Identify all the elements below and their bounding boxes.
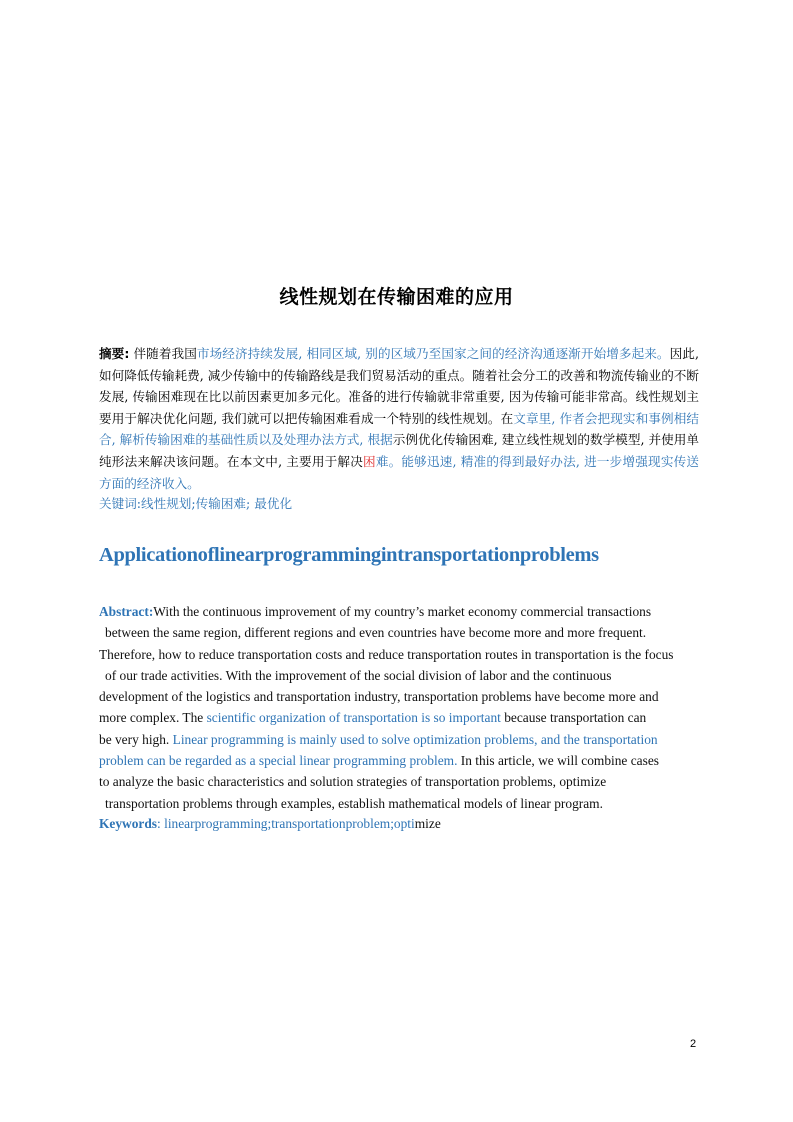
- english-abstract-line: [99, 729, 703, 750]
- english-keywords: [99, 814, 441, 834]
- chinese-abstract: [99, 343, 699, 494]
- abstract-highlight-segment: 市场经济持续发展, 相同区域, 别的区域乃至国家之间的经济沟通逐渐开始增多起来。: [196, 346, 670, 361]
- english-abstract-label: Abstract:: [99, 604, 154, 619]
- highlight-text: scientific organization of transportation is so important: [206, 710, 501, 726]
- line-text: more complex. The: [99, 710, 207, 726]
- chinese-abstract-label: 摘要:: [99, 346, 130, 361]
- abstract-highlight-segment: 难。能够迅速, 精准的得到最好办法, 进一步增强现实传送方面的经济收入。: [99, 453, 699, 491]
- line-text: be very high.: [99, 731, 173, 747]
- english-abstract-line: [99, 601, 703, 622]
- english-abstract-line: of our trade activities. With the improvement of the social division of labor and the continuous: [105, 667, 612, 683]
- english-abstract-line: [99, 707, 703, 728]
- keywords-text: : linearprogramming;transportationproblem;opti: [157, 816, 415, 831]
- abstract-text-segment: 因此, 如何降低传输耗费, 减少传输中的传输路线是我们贸易活动的重点。随着社会分工的改善和物流传输业的不断发展, 传输困难现在比以前因素更加多元化。准备的进行传输就非常重要, 因为传输可能非常高。线性规划主要用于解决优化问题, 我们就可以把传输困难看成一个特别的线性规划。在: [99, 346, 699, 426]
- line-text: In this article, we will combine cases: [457, 753, 659, 769]
- abstract-text-segment: 示例优化传输困难, 建立线性规划的数学模型, 并使用单纯形法来解决该问题。在本文中, 主要用于解决: [99, 432, 699, 469]
- english-abstract-line: between the same region, different regions and even countries have become more and more frequent.: [105, 625, 647, 641]
- line-text: because transportation can: [500, 710, 647, 726]
- highlight-text: problem can be regarded as a special linear programming problem.: [99, 753, 458, 769]
- chinese-keywords: 关键词:线性规划;传输困难; 最优化: [99, 496, 293, 511]
- abstract-text-segment: 伴随着我国: [129, 346, 197, 361]
- line-text: With the continuous improvement of my country’s market economy commercial transactions: [153, 604, 652, 619]
- abstract-highlight-segment: 文章里, 作者会把现实和事例相结合, 解析传输困难的基础性质以及处理办法方式, 根据: [99, 410, 699, 448]
- chinese-title: 线性规划在传输困难的应用: [279, 286, 514, 308]
- english-abstract: [99, 601, 703, 814]
- english-abstract-line: Therefore, how to reduce transportation costs and reduce transportation routes in transportation is the focus: [99, 646, 674, 662]
- english-abstract-line: development of the logistics and transportation industry, transportation problems have become more and: [99, 689, 659, 705]
- english-abstract-line: [99, 750, 703, 771]
- english-title: Applicationoflinearprogrammingintransportationproblems: [99, 544, 599, 566]
- english-abstract-line: to analyze the basic characteristics and solution strategies of transportation problems, optimize: [99, 774, 607, 790]
- highlight-text: Linear programming is mainly used to solve optimization problems, and the transportation: [172, 731, 658, 747]
- page-number: 2: [690, 1038, 697, 1050]
- english-keywords-label: Keywords: [99, 816, 158, 831]
- keywords-text: mize: [414, 816, 441, 831]
- abstract-red-segment: 困: [363, 453, 376, 469]
- english-abstract-line: transportation problems through examples, establish mathematical models of linear program.: [105, 795, 603, 811]
